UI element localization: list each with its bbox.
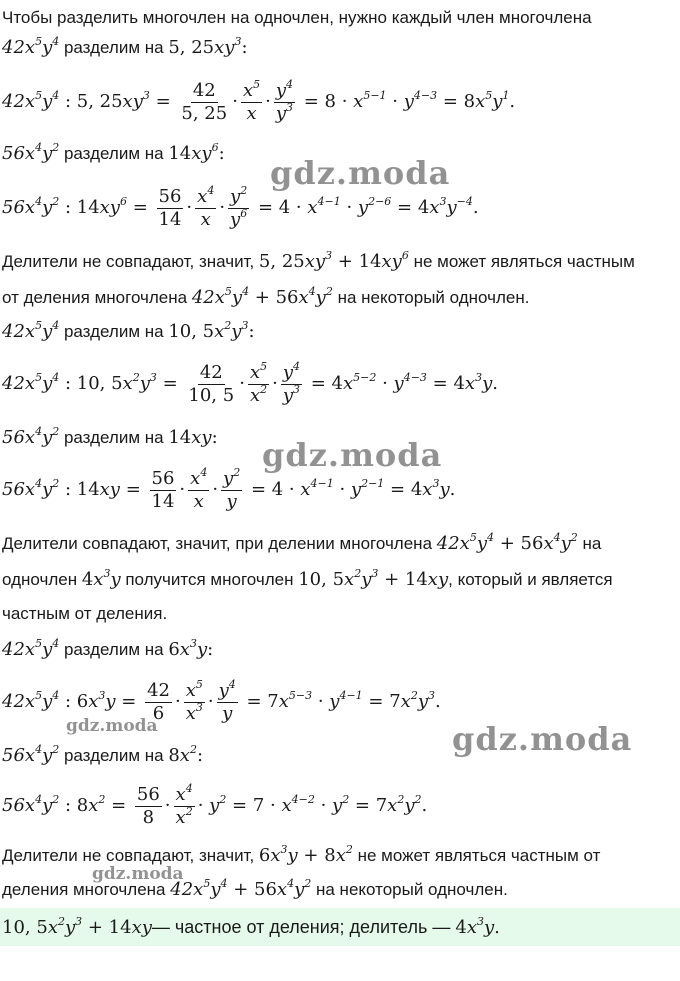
conclusion-2-line-1: Делители совпадают, значит, при делении многочлена $42x^5y^4 + 56x^4y^2$ на xyxy=(2,531,602,554)
watermark-logo: gdz.moda xyxy=(66,716,158,736)
formula-4: $56x^4y^2$ : 14 xy = $\frac{56}{14}$ · $\frac{x^4}{x}$ · $\frac{y^2}{y}$ = 4 · $x^{4-1}$ · $y^{2-1}$ = 4 $x^3y$ . xyxy=(2,465,456,512)
conclusion-2-line-3: частным от деления. xyxy=(2,604,168,623)
formula-3: $42x^5y^4$ : 10, 5 $x^2y^3$ = $\frac{42}{10, 5}$ · $\frac{x^5}{x^2}$ · $\frac{y^4}{y^3}$ = 4 $x^{5-2}$ · $y^{4-3}$ = 4 $x^3y$ . xyxy=(2,359,498,406)
conclusion-3-line-2: деления многочлена $42x^5y^4 + 56x^4y^2$ на некоторый одночлен. xyxy=(2,877,508,900)
step-5-heading: $42x^5y^4$ разделим на $6x^3y$: xyxy=(2,637,214,660)
conclusion-3-line-1: Делители не совпадают, значит, $6x^3y + 8x^2$ не может являться частным от xyxy=(2,843,601,866)
step-1-heading: $42x^5y^4$ разделим на 5, $25xy^3$: xyxy=(2,35,248,58)
step-4-heading: $56x^4y^2$ разделим на 14xy: xyxy=(2,425,218,448)
answer-line: 10, $5x^2y^3$ + 14xy— частное от деления; делитель — $4x^3y$. xyxy=(2,915,500,938)
conclusion-2-line-2: одночлен $4x^3y$ получится многочлен 10, $5x^2y^3 + 14xy$, который и является xyxy=(2,567,613,590)
conclusion-1-line-2: от деления многочлена $42x^5y^4 + 56x^4y^2$ на некоторый одночлен. xyxy=(2,285,530,308)
watermark-logo: gdz.moda xyxy=(262,436,443,474)
formula-5: $42x^5y^4$ : 6 $x^3y$ = $\frac{42}{6}$ · $\frac{x^5}{x^3}$ · $\frac{y^4}{y}$ = 7 $x^{5-3}$ · $y^{4-1}$ = 7 $x^2y^3$ . xyxy=(2,677,441,724)
watermark-logo: gdz.moda xyxy=(452,720,633,758)
formula-6: $56x^4y^2$ : 8 $x^2$ = $\frac{56}{8}$ · $\frac{x^4}{x^2}$ · $y^2$ = 7 · $x^{4-2}$ · $y^2$ = 7 $x^2y^2$ . xyxy=(2,781,428,828)
watermark-logo: gdz.moda xyxy=(270,154,451,192)
conclusion-1-line-1: Делители не совпадают, значит, 5, $25xy^3 + 14xy^6$ не может являться частным xyxy=(2,249,635,272)
formula-2: $56x^4y^2$ : 14 $xy^6$ = $\frac{56}{14}$ · $\frac{x^4}{x}$ · $\frac{y^2}{y^6}$ = 4 · $x^{4-1}$ · $y^{2-6}$ = 4 $x^3y^{-4}$ . xyxy=(2,183,479,230)
formula-1: $42x^5y^4$ : 5, 25 $xy^3$ = $\frac{42}{5, 25}$ · $\frac{x^5}{x}$ · $\frac{y^4}{y^3}$ = 8 · $x^{5-1}$ · $y^{4-3}$ = 8 $x^5y^1$ . xyxy=(2,77,516,124)
step-2-heading: $56x^4y^2$ разделим на $14xy^6$: xyxy=(2,141,225,164)
step-6-heading: $56x^4y^2$ разделим на $8x^2$: xyxy=(2,743,204,766)
intro-text: Чтобы разделить многочлен на одночлен, нужно каждый член многочлена xyxy=(2,8,592,27)
watermark-logo: gdz.moda xyxy=(92,864,184,884)
step-3-heading: $42x^5y^4$ разделим на 10, $5x^2y^3$: xyxy=(2,319,255,342)
